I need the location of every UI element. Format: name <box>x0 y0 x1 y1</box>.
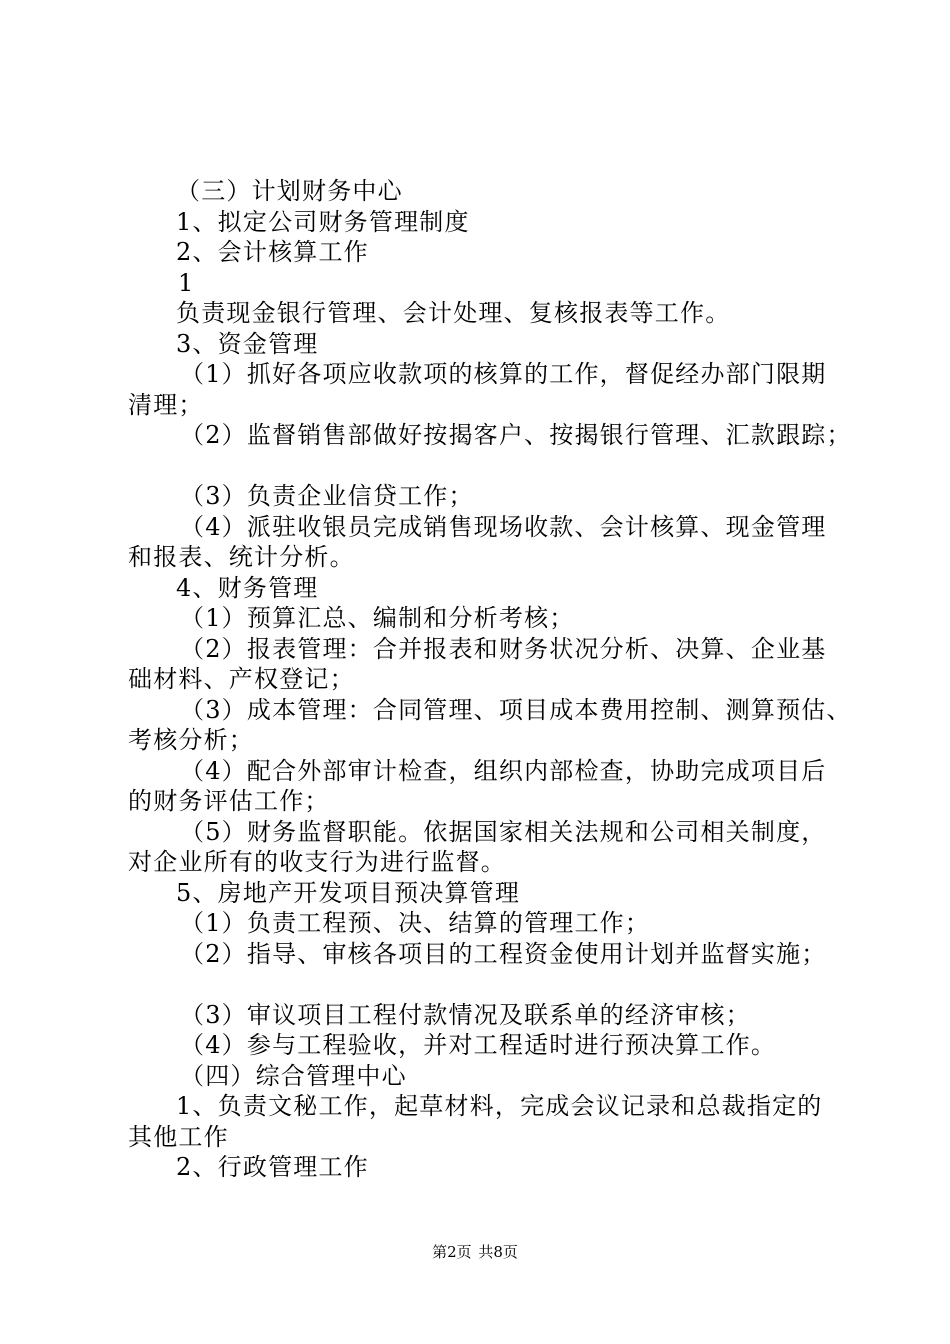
paragraph-line: 负责现金银行管理、会计处理、复核报表等工作。 <box>176 299 731 327</box>
paragraph-line: 1 <box>178 269 195 297</box>
paragraph-line: （1）预算汇总、编制和分析考核； <box>180 604 575 632</box>
paragraph-line: 2、行政管理工作 <box>176 1153 369 1181</box>
paragraph-line: （4）参与工程验收，并对工程适时进行预决算工作。 <box>180 1031 777 1059</box>
paragraph-line: （2）监督销售部做好按揭客户、按揭银行管理、汇款跟踪； <box>180 421 852 449</box>
paragraph-line: （3）负责企业信贷工作； <box>180 482 474 510</box>
paragraph-line: （5）财务监督职能。依据国家相关法规和公司相关制度， <box>180 818 827 846</box>
paragraph-line: 4、财务管理 <box>176 574 319 602</box>
paragraph-line: 其他工作 <box>128 1123 229 1151</box>
paragraph-line: 和报表、统计分析。 <box>128 543 355 571</box>
paragraph-line: 对企业所有的收支行为进行监督。 <box>128 848 506 876</box>
paragraph-line: （4）派驻收银员完成销售现场收款、会计核算、现金管理 <box>180 513 827 541</box>
paragraph-line: 考核分析； <box>128 726 254 754</box>
section-heading: （四）综合管理中心 <box>180 1062 407 1090</box>
paragraph-line: （1）负责工程预、决、结算的管理工作； <box>180 909 651 937</box>
page-total: 共8页 <box>478 1243 518 1261</box>
paragraph-line: 2、会计核算工作 <box>176 238 369 266</box>
paragraph-line: （3）成本管理：合同管理、项目成本费用控制、测算预估、 <box>180 696 852 724</box>
paragraph-line: （2）报表管理：合并报表和财务状况分析、决算、企业基 <box>180 635 827 663</box>
paragraph-line: （3）审议项目工程付款情况及联系单的经济审核； <box>180 1001 751 1029</box>
page-number: 第2页 <box>432 1243 472 1261</box>
paragraph-line: 础材料、产权登记； <box>128 665 355 693</box>
paragraph-line: 1、负责文秘工作，起草材料，完成会议记录和总裁指定的 <box>176 1092 823 1120</box>
paragraph-line: 的财务评估工作； <box>128 787 330 815</box>
paragraph-line: 清理； <box>128 391 204 419</box>
paragraph-line: 3、资金管理 <box>176 330 319 358</box>
paragraph-line: 5、房地产开发项目预决算管理 <box>176 879 521 907</box>
page-footer <box>0 1242 950 1262</box>
paragraph-line: 1、拟定公司财务管理制度 <box>176 208 470 236</box>
paragraph-line: （4）配合外部审计检查，组织内部检查，协助完成项目后 <box>180 757 827 785</box>
paragraph-line: （2）指导、审核各项目的工程资金使用计划并监督实施； <box>180 940 827 968</box>
paragraph-line: （1）抓好各项应收款项的核算的工作，督促经办部门限期 <box>180 360 827 388</box>
section-heading: （三）计划财务中心 <box>176 177 403 205</box>
